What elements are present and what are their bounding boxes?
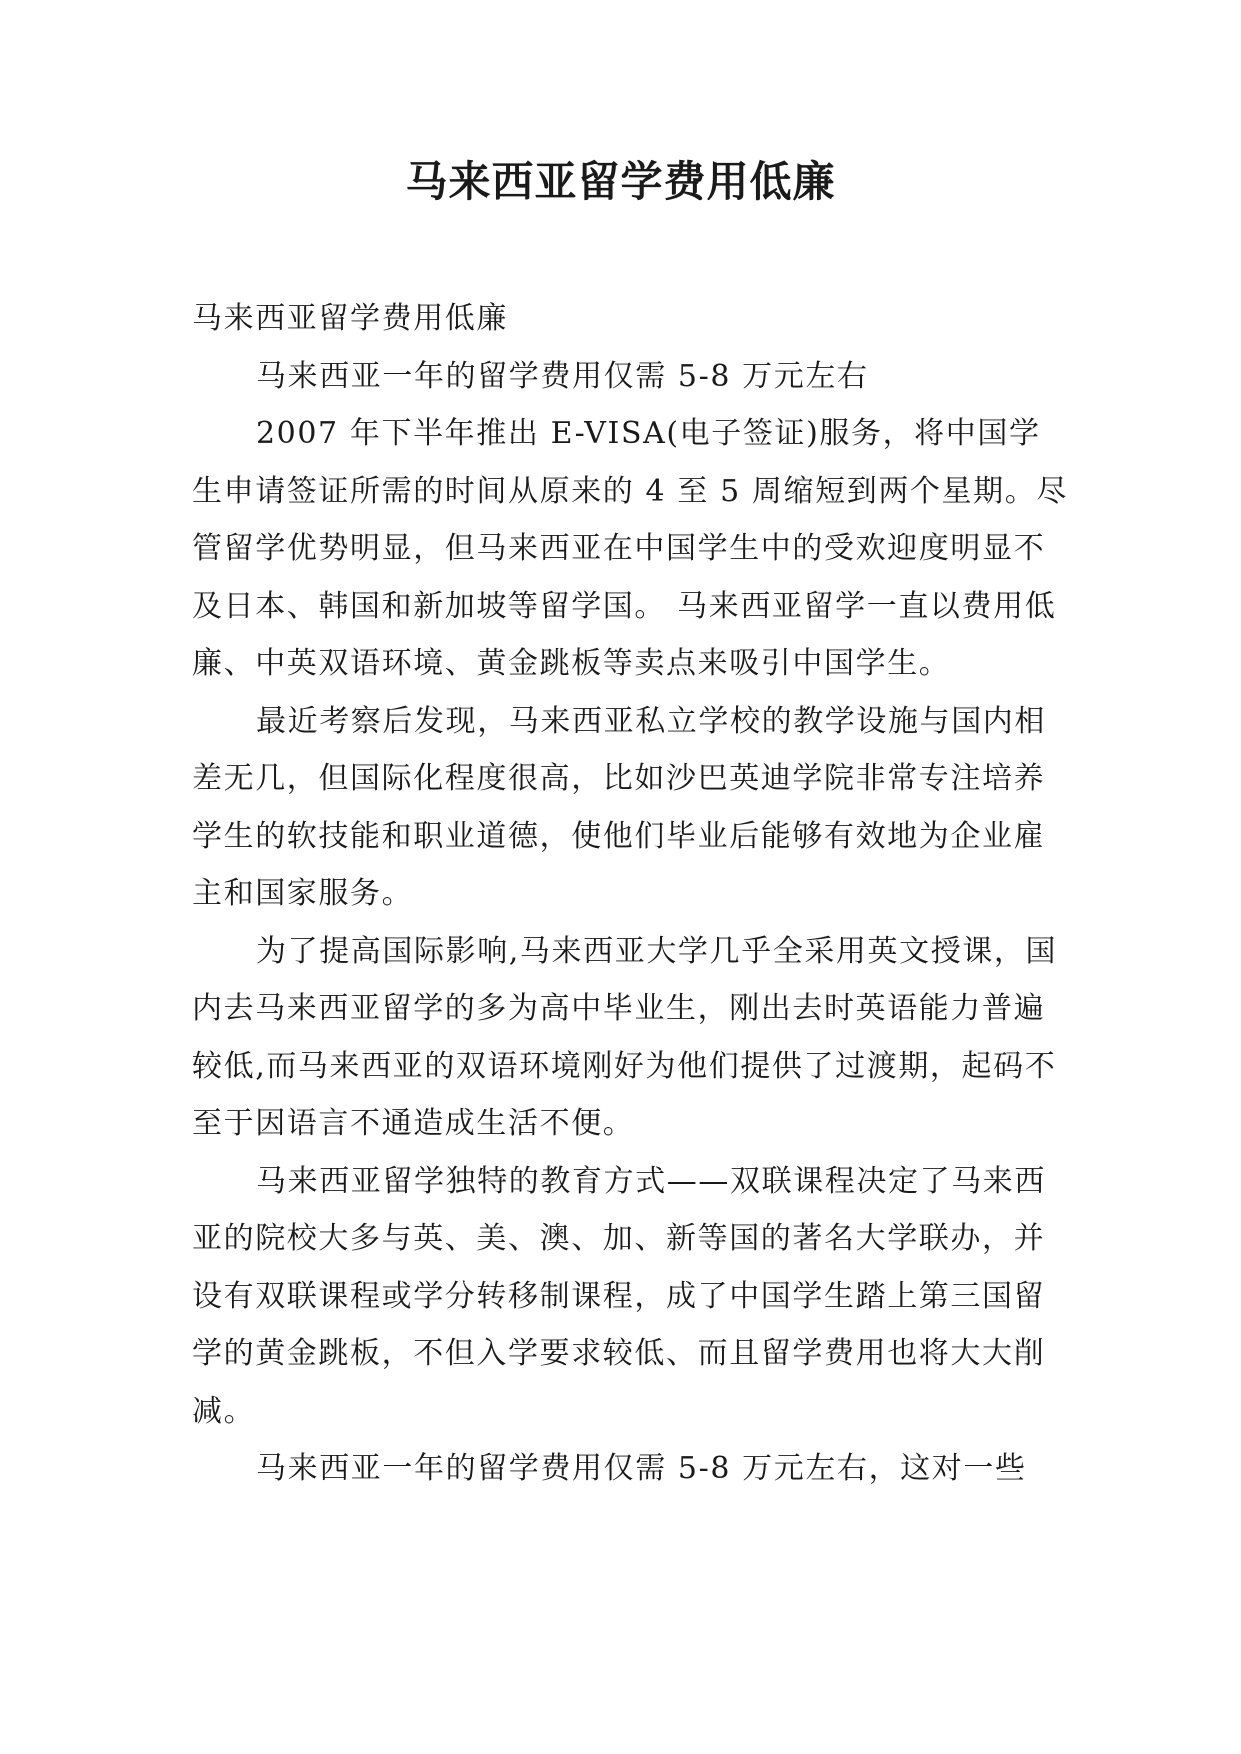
document-body	[192, 290, 1072, 1498]
paragraph-facilities: 最近考察后发现，马来西亚私立学校的教学设施与国内相差无几，但国际化程度很高，比如沙巴英迪学院非常专注培养学生的软技能和职业道德，使他们毕业后能够有效地为企业雇主和国家服务。	[192, 703, 1046, 911]
paragraph-english-teaching: 为了提高国际影响,马来西亚大学几乎全采用英文授课，国内去马来西亚留学的多为高中毕业生，刚出去时英语能力普遍较低,而马来西亚的双语环境刚好为他们提供了过渡期，起码不至于因语言不通造成生活不便。	[192, 933, 1058, 1141]
document-title: 马来西亚留学费用低廉	[405, 157, 836, 206]
paragraph-twinning-program: 马来西亚留学独特的教育方式——双联课程决定了马来西亚的院校大多与英、美、澳、加、新等国的著名大学联办，并设有双联课程或学分转移制课程，成了中国学生踏上第三国留学的黄金跳板，不但入学要求较低、而且留学费用也将大大削减。	[192, 1163, 1046, 1429]
paragraph-evisa: 2007 年下半年推出 E-VISA(电子签证)服务，将中国学生申请签证所需的时间从原来的 4 至 5 周缩短到两个星期。尽管留学优势明显，但马来西亚在中国学生中的受欢迎度明显不及日本、韩国和新加坡等留学国。 马来西亚留学一直以费用低廉、中英双语环境、黄金跳板等卖点来吸引中国学生。	[192, 416, 1068, 681]
paragraph-heading: 马来西亚留学费用低廉	[192, 301, 508, 336]
paragraph-cost-detail: 马来西亚一年的留学费用仅需 5-8 万元左右，这对一些	[256, 1451, 1027, 1486]
paragraph-cost-summary: 马来西亚一年的留学费用仅需 5-8 万元左右	[256, 358, 869, 394]
